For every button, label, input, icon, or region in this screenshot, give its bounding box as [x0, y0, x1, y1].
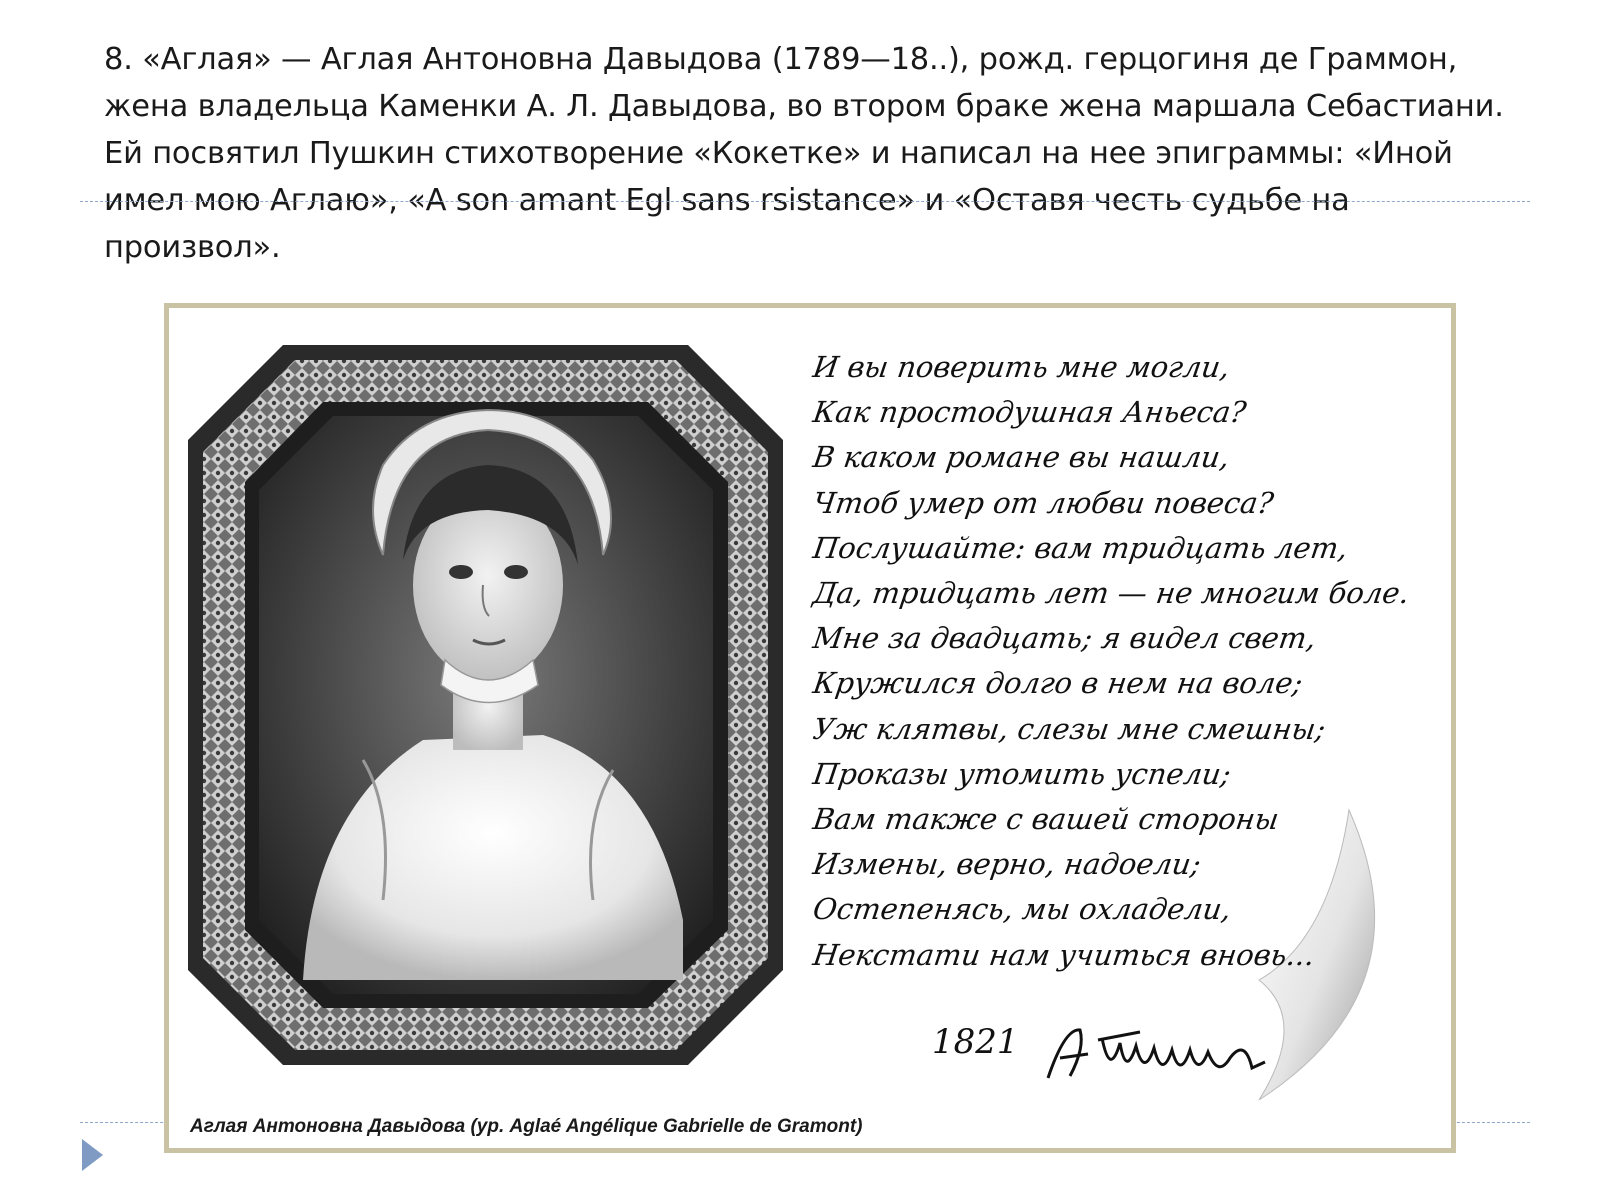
portrait-image — [183, 340, 788, 1070]
poem-line: Уж клятвы, слезы мне смешны; — [810, 711, 1328, 746]
poem-line: В каком романе вы нашли, — [810, 440, 1232, 475]
poem-line: И вы поверить мне могли, — [810, 350, 1232, 384]
poem-line: Проказы утомить успели; — [810, 756, 1234, 791]
poem-line: Мне за двадцать; я видел свет, — [810, 621, 1319, 656]
play-triangle-icon — [82, 1139, 103, 1171]
divider-top — [80, 201, 1530, 202]
poem-line: Кружился долго в нем на воле; — [810, 666, 1305, 701]
poem-line: Чтоб умер от любви повеса? — [810, 485, 1276, 520]
poem-year: 1821 — [932, 1022, 1019, 1062]
poem-line: Измены, верно, надоели; — [810, 847, 1204, 882]
poem-line: Некстати нам учиться вновь... — [810, 937, 1317, 972]
poem-line: Как простодушная Аньеса? — [810, 395, 1249, 430]
poem-line: Послушайте: вам тридцать лет, — [810, 530, 1350, 565]
portrait-caption: Аглая Антоновна Давыдова (ур. Aglaé Angélique Gabrielle de Gramont) — [190, 1116, 863, 1137]
poem-line: Да, тридцать лет — не многим боле. — [810, 576, 1412, 611]
poem-line: Остепенясь, мы охладели, — [810, 892, 1234, 927]
pushkin-signature — [1040, 1018, 1280, 1088]
poem-handwriting — [810, 345, 1430, 978]
poem-line: Вам также с вашей стороны — [810, 802, 1282, 837]
slide-paragraph: 8. «Аглая» — Аглая Антоновна Давыдова (1789—18..), рожд. герцогиня де Граммон, жена владельца Каменки А. Л. Давыдова, во втором браке жена маршала Себастиани. Ей посвятил Пушкин стихотворение «Кокетке» и написал на нее эпиграммы: «Иной имел мою Аглаю», «A son amant Egl sans rsistance» и «Оставя честь судьбе на произвол». — [104, 42, 1504, 265]
